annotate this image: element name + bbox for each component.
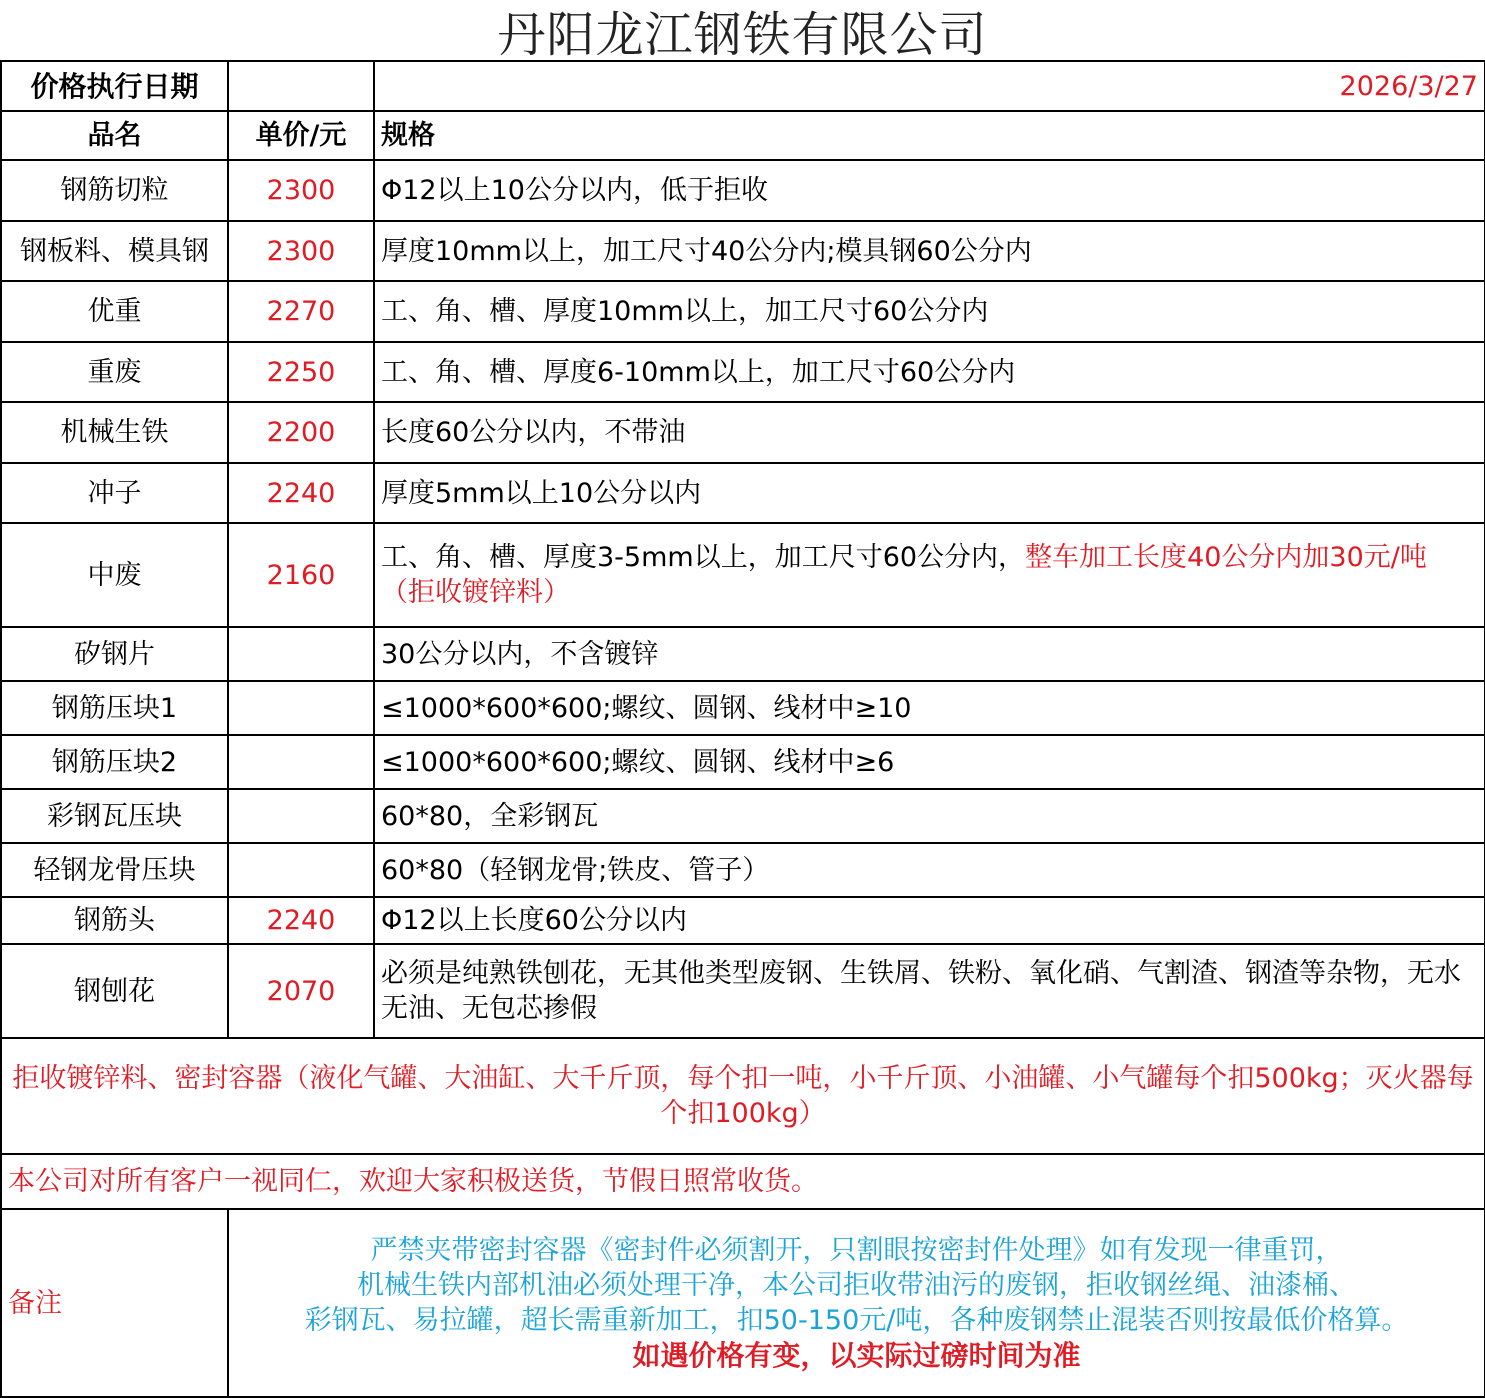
item-price <box>228 681 374 735</box>
item-name: 钢筋头 <box>1 897 228 944</box>
item-spec: 必须是纯熟铁刨花，无其他类型废钢、生铁屑、铁粉、氧化硝、气割渣、钢渣等杂物，无水无油、无包芯掺假 <box>374 944 1485 1038</box>
item-price: 2070 <box>228 944 374 1038</box>
item-spec: Φ12以上长度60公分以内 <box>374 897 1485 944</box>
date-row <box>1 61 1485 111</box>
item-spec: Φ12以上10公分以内，低于拒收 <box>374 160 1485 221</box>
item-name: 钢筋压块1 <box>1 681 228 735</box>
notice-rejected-items: 拒收镀锌料、密封容器（液化气罐、大油缸、大千斤顶，每个扣一吨，小千斤顶、小油罐、小气罐每个扣500kg；灭火器每个扣100kg） <box>1 1038 1485 1154</box>
item-name: 钢刨花 <box>1 944 228 1038</box>
company-title: 丹阳龙江钢铁有限公司 <box>497 6 988 63</box>
notice-row-2 <box>1 1154 1485 1209</box>
item-spec: 60*80，全彩钢瓦 <box>374 789 1485 843</box>
item-price: 2300 <box>228 221 374 281</box>
item-spec: ≤1000*600*600;螺纹、圆钢、线材中≥10 <box>374 681 1485 735</box>
item-name: 中废 <box>1 523 228 627</box>
table-row <box>1 897 1485 944</box>
item-name: 彩钢瓦压块 <box>1 789 228 843</box>
item-price: 2270 <box>228 281 374 342</box>
item-spec: 长度60公分以内，不带油 <box>374 402 1485 463</box>
item-name: 重废 <box>1 342 228 402</box>
item-price: 2300 <box>228 160 374 221</box>
remark-body <box>228 1209 1485 1397</box>
item-name: 钢筋压块2 <box>1 735 228 789</box>
item-spec: 30公分以内，不含镀锌 <box>374 627 1485 681</box>
table-row <box>1 627 1485 681</box>
item-name: 冲子 <box>1 463 228 523</box>
remark-line: 彩钢瓦、易拉罐，超长需重新加工，扣50-150元/吨，各种废钢禁止混装否则按最低价格算。 <box>304 1305 1409 1336</box>
item-price: 2160 <box>228 523 374 627</box>
remark-line: 机械生铁内部机油必须处理干净，本公司拒收带油污的废钢，拒收钢丝绳、油漆桶、 <box>357 1270 1356 1301</box>
table-row <box>1 944 1485 1038</box>
item-spec: 工、角、槽、厚度10mm以上，加工尺寸60公分内 <box>374 281 1485 342</box>
item-price: 2240 <box>228 463 374 523</box>
notice-welcome: 本公司对所有客户一视同仁，欢迎大家积极送货，节假日照常收货。 <box>1 1154 1485 1209</box>
item-name: 钢筋切粒 <box>1 160 228 221</box>
item-spec-red-text: 整车加工长度40公分内加30元/吨（拒收镀锌料） <box>381 542 1427 608</box>
item-spec <box>374 523 1485 627</box>
table-row <box>1 735 1485 789</box>
table-row <box>1 221 1485 281</box>
table-row <box>1 342 1485 402</box>
date-value: 2026/3/27 <box>374 61 1485 111</box>
date-label: 价格执行日期 <box>1 61 228 111</box>
table-row <box>1 523 1485 627</box>
header-price: 单价/元 <box>228 111 374 160</box>
item-spec: 厚度5mm以上10公分以内 <box>374 463 1485 523</box>
item-price <box>228 735 374 789</box>
item-price: 2200 <box>228 402 374 463</box>
table-row <box>1 789 1485 843</box>
table-row <box>1 402 1485 463</box>
item-spec: 60*80（轻钢龙骨;铁皮、管子） <box>374 843 1485 897</box>
item-spec-text: 工、角、槽、厚度3-5mm以上，加工尺寸60公分内， <box>381 542 1026 573</box>
item-name: 优重 <box>1 281 228 342</box>
item-spec: 工、角、槽、厚度6-10mm以上，加工尺寸60公分内 <box>374 342 1485 402</box>
notice-row-1 <box>1 1038 1485 1154</box>
header-row <box>1 111 1485 160</box>
item-spec: 厚度10mm以上，加工尺寸40公分内;模具钢60公分内 <box>374 221 1485 281</box>
item-price: 2240 <box>228 897 374 944</box>
item-price: 2250 <box>228 342 374 402</box>
item-spec: ≤1000*600*600;螺纹、圆钢、线材中≥6 <box>374 735 1485 789</box>
table-row <box>1 281 1485 342</box>
item-name: 轻钢龙骨压块 <box>1 843 228 897</box>
remark-price-note: 如遇价格有变，以实际过磅时间为准 <box>632 1339 1081 1372</box>
table-row <box>1 160 1485 221</box>
date-blank-cell <box>228 61 374 111</box>
table-row <box>1 681 1485 735</box>
remark-line: 严禁夹带密封容器《密封件必须割开，只割眼按密封件处理》如有发现一律重罚， <box>370 1235 1343 1266</box>
remark-label: 备注 <box>1 1209 228 1397</box>
table-row <box>1 843 1485 897</box>
item-name: 机械生铁 <box>1 402 228 463</box>
item-name: 钢板料、模具钢 <box>1 221 228 281</box>
header-name: 品名 <box>1 111 228 160</box>
item-price <box>228 843 374 897</box>
price-table <box>0 60 1485 1398</box>
header-spec: 规格 <box>374 111 1485 160</box>
item-price <box>228 789 374 843</box>
item-price <box>228 627 374 681</box>
remark-row <box>1 1209 1485 1397</box>
table-row <box>1 463 1485 523</box>
item-name: 矽钢片 <box>1 627 228 681</box>
